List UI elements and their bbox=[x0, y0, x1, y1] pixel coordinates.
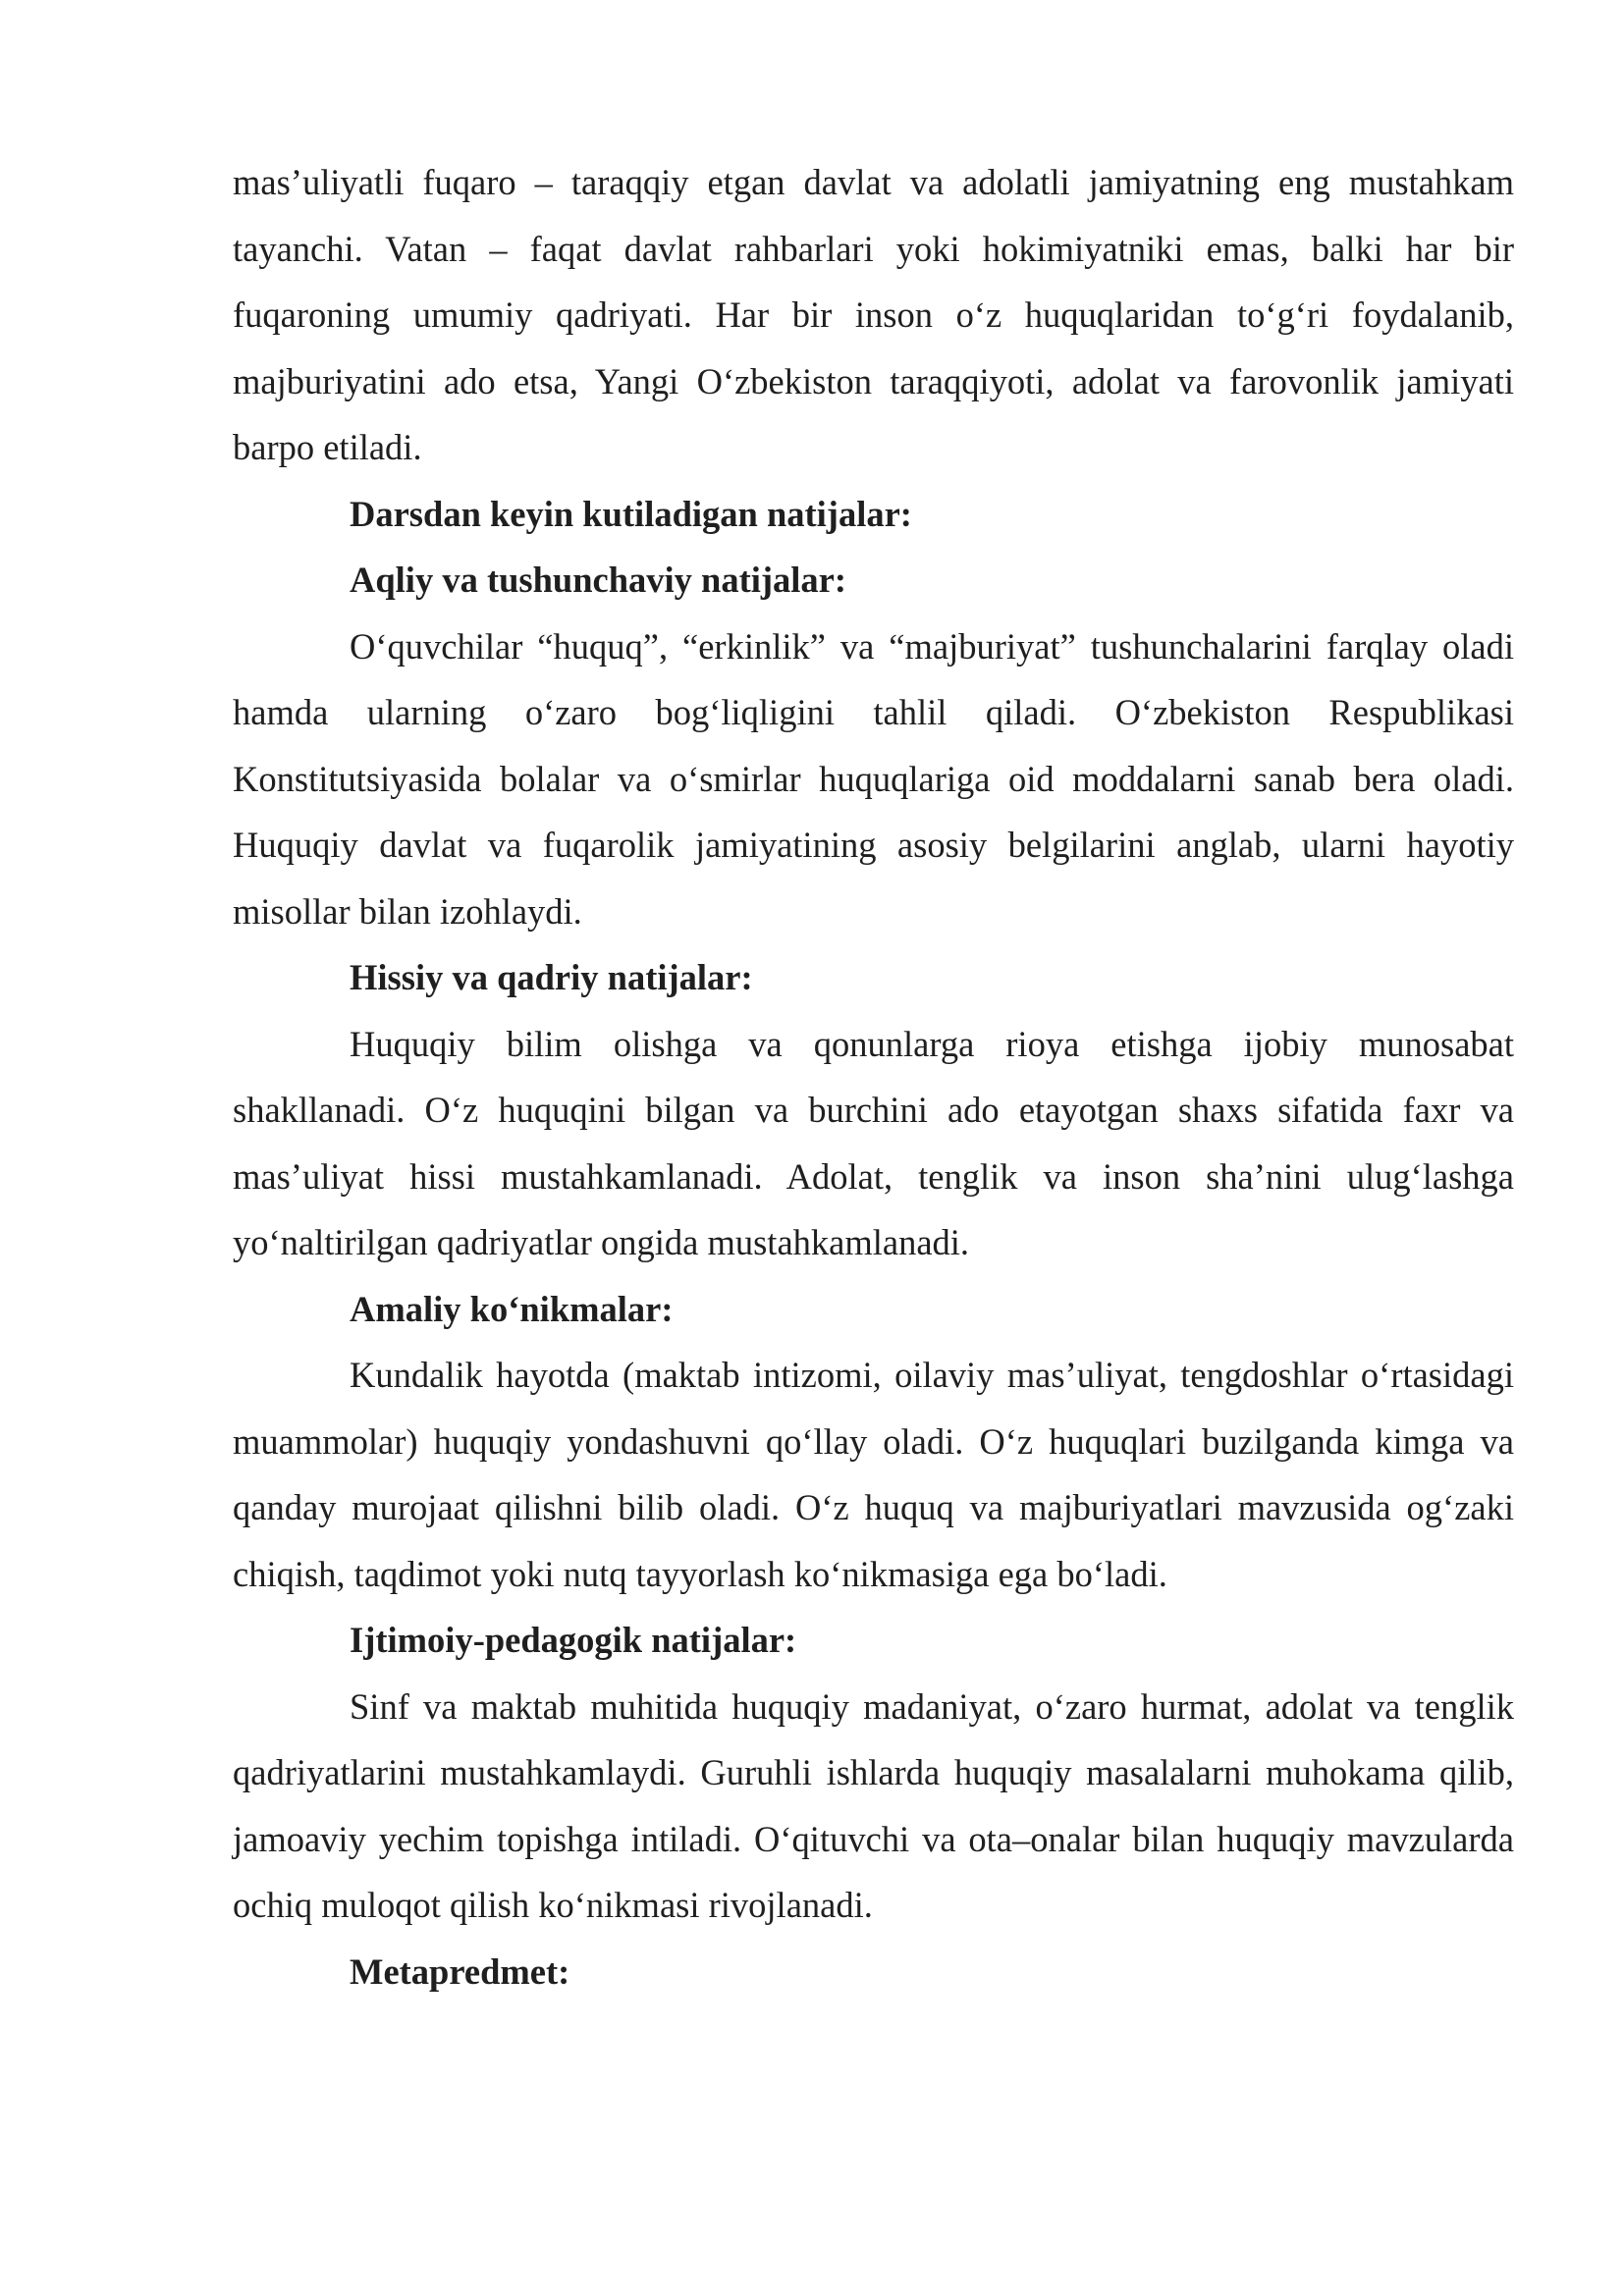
expected-results-heading: Darsdan keyin kutiladigan natijalar: bbox=[350, 493, 912, 534]
section-heading-cognitive: Aqliy va tushunchaviy natijalar: bbox=[350, 560, 847, 600]
section-heading-emotional: Hissiy va qadriy natijalar: bbox=[350, 957, 753, 997]
section-heading-practical: Amaliy ko‘nikmalar: bbox=[350, 1288, 674, 1329]
section-text-social: Sinf va maktab muhitida huquqiy madaniyat, o‘zaro hurmat, adolat va tenglik qadriyatlarini mustahkamlaydi. Guruhli ishlarda huquqiy masalalarni muhokama qilib, jamoaviy yechim topishga intiladi. O‘qituvchi va ota–onalar bilan huquqiy mavzularda ochiq muloqot qilish ko‘nikmasi rivojlanadi. bbox=[233, 1685, 1514, 1925]
section-heading-metasubject: Metapredmet: bbox=[350, 1950, 570, 1992]
intro-paragraph: mas’uliyatli fuqaro – taraqqiy etgan davlat va adolatli jamiyatning eng mustahkam tayanchi. Vatan – faqat davlat rahbarlari yoki hokimiyatniki emas, balki har bir fuqaroning umumiy qadriyati. Har bir inson o‘z huquqlaridan to‘g‘ri foydalanib, majburiyatini ado etsa, Yangi O‘zbekiston taraqqiyoti, adolat va farovonlik jamiyati barpo etiladi. bbox=[233, 162, 1514, 467]
section-text-emotional: Huquqiy bilim olishga va qonunlarga rioya etishga ijobiy munosabat shakllanadi. O‘z huquqini bilgan va burchini ado etayotgan shaxs sifatida faxr va mas’uliyat hissi mustahkamlanadi. Adolat, tenglik va inson sha’nini ulug‘lashga yo‘naltirilgan qadriyatlar ongida mustahkamlanadi. bbox=[233, 1023, 1514, 1262]
section-heading-social: Ijtimoiy-pedagogik natijalar: bbox=[350, 1620, 797, 1660]
section-text-practical: Kundalik hayotda (maktab intizomi, oilaviy mas’uliyat, tengdoshlar o‘rtasidagi muammolar) huquqiy yondashuvni qo‘llay oladi. O‘z huquqlari buzilganda kimga va qanday murojaat qilishni bilib oladi. O‘z huquq va majburiyatlari mavzusida og‘zaki chiqish, taqdimot yoki nutq tayyorlash ko‘nikmasiga ega bo‘ladi. bbox=[233, 1355, 1514, 1594]
section-text-cognitive: O‘quvchilar “huquq”, “erkinlik” va “majburiyat” tushunchalarini farqlay oladi hamda ularning o‘zaro bog‘liqligini tahlil qiladi. O‘zbekiston Respublikasi Konstitutsiyasida bolalar va o‘smirlar huquqlariga oid moddalarni sanab bera oladi. Huquqiy davlat va fuqarolik jamiyatining asosiy belgilarini anglab, ularni hayotiy misollar bilan izohlaydi. bbox=[233, 625, 1514, 932]
document-body bbox=[233, 149, 1514, 2004]
